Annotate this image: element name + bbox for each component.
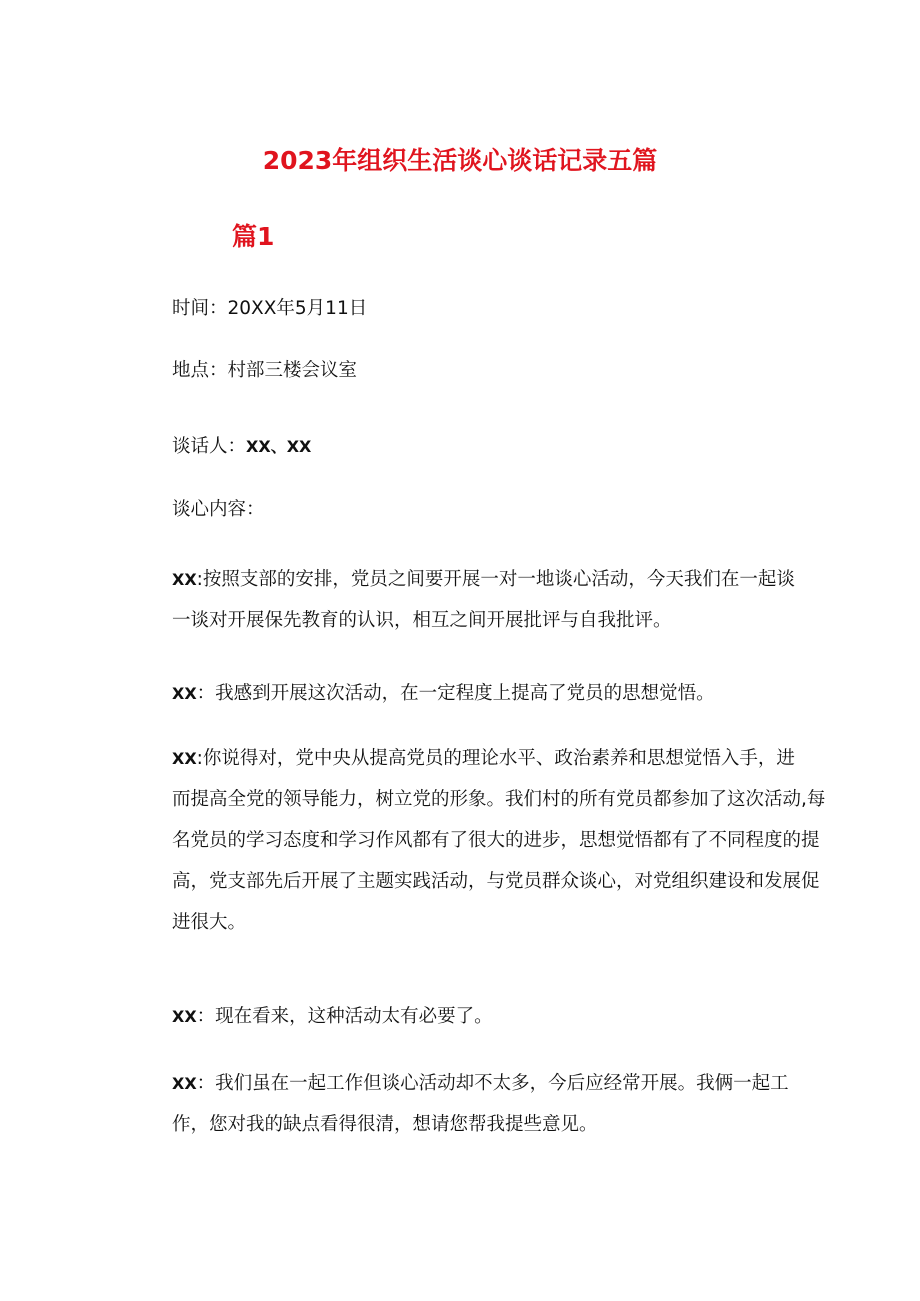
paragraph-line: 一谈对开展保先教育的认识，相互之间开展批评与自我批评。	[172, 610, 672, 631]
line-text: :你说得对，党中央从提高党员的理论水平、政治素养和思想觉悟入手，进	[196, 748, 795, 769]
meta-time-value: 20XX年5月11日	[227, 298, 368, 319]
meta-speakers	[172, 434, 311, 460]
meta-place	[172, 358, 357, 384]
dialogue-paragraph	[172, 738, 826, 943]
paragraph-line: 名党员的学习态度和学习作风都有了很大的进步，思想觉悟都有了不同程度的提	[172, 830, 820, 851]
paragraph-line: 而提高全党的领导能力，树立党的形象。我们村的所有党员都参加了这次活动,每	[172, 789, 826, 810]
line-text: :按照支部的安排，党员之间要开展一对一地谈心活动，今天我们在一起谈	[196, 569, 795, 590]
speaker-name: XX	[172, 1074, 197, 1093]
dialogue-paragraph	[172, 1063, 789, 1145]
paragraph-line: 作，您对我的缺点看得很清，想请您帮我提些意见。	[172, 1114, 598, 1135]
paragraph-line: 进很大。	[172, 912, 247, 933]
line-text: ：现在看来，这种活动太有必要了。	[196, 1006, 493, 1027]
paragraph-line	[172, 1063, 789, 1104]
paragraph-line: 高，党支部先后开展了主题实践活动，与党员群众谈心，对党组织建设和发展促	[172, 871, 820, 892]
speaker-name: XX	[172, 1007, 197, 1026]
meta-place-value: 村部三楼会议室	[227, 360, 358, 381]
meta-speakers-value: XX、XX	[246, 437, 312, 456]
document-title: 2023年组织生活谈心谈话记录五篇	[262, 146, 658, 175]
meta-content-label: 谈心内容：	[172, 499, 265, 520]
meta-speakers-label: 谈话人：	[172, 436, 247, 457]
line-text: ：我们虽在一起工作但谈心活动却不太多，今后应经常开展。我俩一起工	[196, 1073, 789, 1094]
line-text: ：我感到开展这次活动，在一定程度上提高了党员的思想觉悟。	[196, 683, 715, 704]
meta-time-label: 时间：	[172, 298, 228, 319]
dialogue-paragraph	[172, 673, 784, 714]
speaker-name: XX	[172, 570, 197, 589]
paragraph-line	[172, 673, 784, 714]
dialogue-paragraph	[172, 559, 795, 641]
paragraph-line	[172, 738, 795, 779]
section-heading: 篇1	[232, 222, 275, 251]
paragraph-line	[172, 996, 784, 1037]
paragraph-line	[172, 559, 795, 600]
speaker-name: XX	[172, 749, 197, 768]
dialogue-paragraph	[172, 996, 784, 1037]
meta-time	[172, 296, 367, 322]
speaker-name: XX	[172, 684, 197, 703]
meta-place-label: 地点：	[172, 360, 228, 381]
